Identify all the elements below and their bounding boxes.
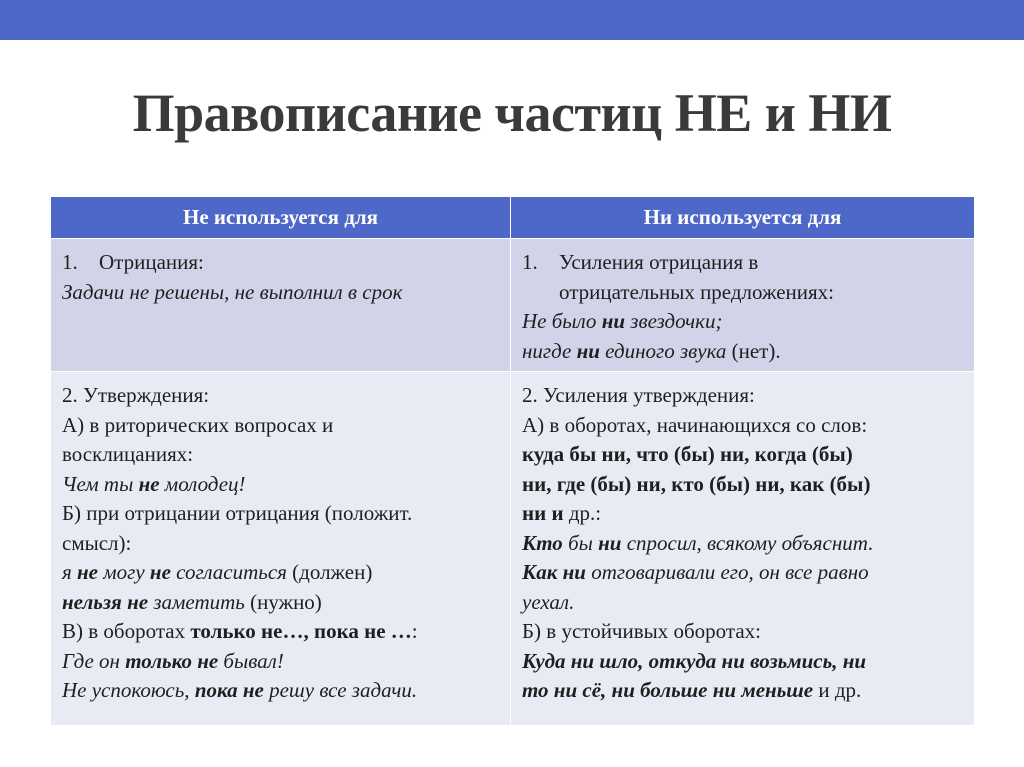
ni-phrases-label: А) в оборотах, начинающихся со слов: [522, 412, 868, 437]
ni-idioms-list-2: то ни сё, ни больше ни меньше и др. [522, 678, 862, 702]
ni-phrases-list-3: ни и др.: [522, 501, 602, 525]
header-ni: Ни используется для [511, 197, 975, 239]
ni-phrases-list-2: ни, где (бы) ни, кто (бы) ни, как (бы) [522, 471, 871, 496]
ni-negation-example-1: Не было ни звездочки; [522, 309, 723, 333]
table-row [51, 239, 975, 372]
header-ne: Не используется для [51, 197, 511, 239]
ni-phrases-example-2-cont: уехал. [522, 589, 575, 614]
ne-negation-label: 1. Отрицания: [62, 250, 204, 274]
ni-negation-label: 1. Усиления отрицания в [522, 250, 759, 274]
ne-negation-example: Задачи не решены, не выполнил в срок [62, 279, 403, 304]
table-row [51, 372, 975, 726]
ne-double-negation-label-cont: смысл): [62, 530, 132, 555]
ni-phrases-example-1: Кто бы ни спросил, всякому объяснит. [522, 530, 874, 555]
ne-phrases-example-1: Где он только не бывал! [62, 648, 284, 673]
slide-title: Правописание частиц НЕ и НИ [132, 83, 892, 143]
cell-ni-affirmation [511, 372, 975, 726]
top-accent-bar [0, 0, 1024, 40]
ni-negation-example-2: нигде ни единого звука (нет). [522, 338, 781, 363]
ne-affirmation-label: 2. Утверждения: [62, 383, 210, 407]
ne-double-negation-example-1: я не могу не согласиться (должен) [62, 560, 373, 584]
ne-double-negation-label: Б) при отрицании отрицания (положит. [62, 501, 413, 525]
ne-double-negation-example-2: нельзя не заметить (нужно) [62, 589, 322, 614]
particles-table [50, 196, 975, 726]
ne-phrases-label: В) в оборотах только не…, пока не …: [62, 619, 418, 643]
ne-rhetorical-example: Чем ты не молодец! [62, 471, 246, 496]
ni-idioms-list-1: Куда ни шло, откуда ни возьмись, ни [522, 648, 867, 673]
table-header-row [51, 197, 975, 239]
ni-affirmation-label: 2. Усиления утверждения: [522, 383, 755, 407]
ni-idioms-label: Б) в устойчивых оборотах: [522, 619, 761, 643]
cell-ni-negation-intensify [511, 239, 975, 372]
ni-phrases-example-2: Как ни отговаривали его, он все равно [522, 560, 869, 584]
ni-negation-label-cont: отрицательных предложениях: [559, 279, 835, 304]
ni-phrases-list-1: куда бы ни, что (бы) ни, когда (бы) [522, 442, 853, 466]
ne-rhetorical-label-cont: восклицаниях: [62, 442, 194, 466]
ne-rhetorical-label: А) в риторических вопросах и [62, 412, 334, 437]
ne-phrases-example-2: Не успокоюсь, пока не решу все задачи. [62, 678, 418, 702]
cell-ne-negation [51, 239, 511, 372]
cell-ne-affirmation [51, 372, 511, 726]
